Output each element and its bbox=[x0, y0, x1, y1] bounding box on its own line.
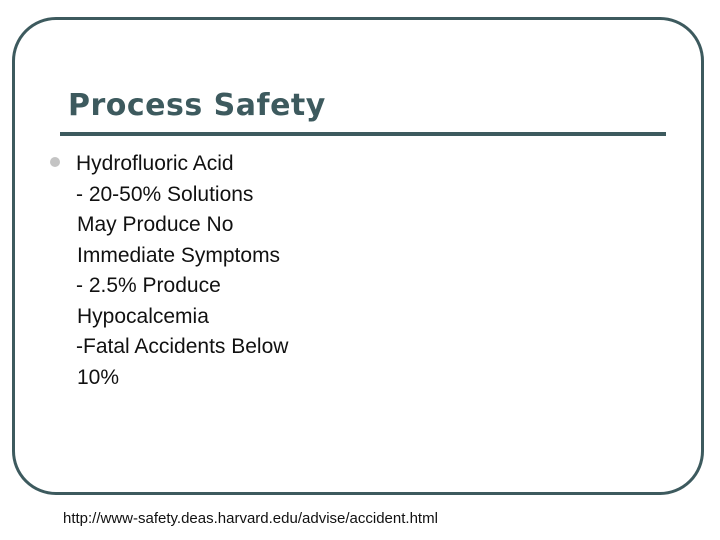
source-url: http://www-safety.deas.harvard.edu/advise/accident.html bbox=[63, 510, 438, 527]
bullet-dot-icon bbox=[50, 157, 60, 167]
bullet-line: 10% bbox=[77, 365, 120, 389]
bullet-line: Immediate Symptoms bbox=[77, 243, 281, 267]
bullet-line: May Produce No bbox=[77, 213, 234, 236]
title-divider bbox=[60, 132, 666, 136]
bullet-line: -Fatal Accidents Below bbox=[76, 335, 289, 358]
bullet-heading: Hydrofluoric Acid bbox=[76, 152, 234, 175]
bullet-line: Hypocalcemia bbox=[77, 304, 209, 328]
bullet-line: - 2.5% Produce bbox=[76, 274, 221, 297]
slide-title: Process Safety bbox=[68, 88, 326, 123]
bullet-line: - 20-50% Solutions bbox=[76, 182, 254, 206]
bullet-content bbox=[76, 149, 288, 393]
